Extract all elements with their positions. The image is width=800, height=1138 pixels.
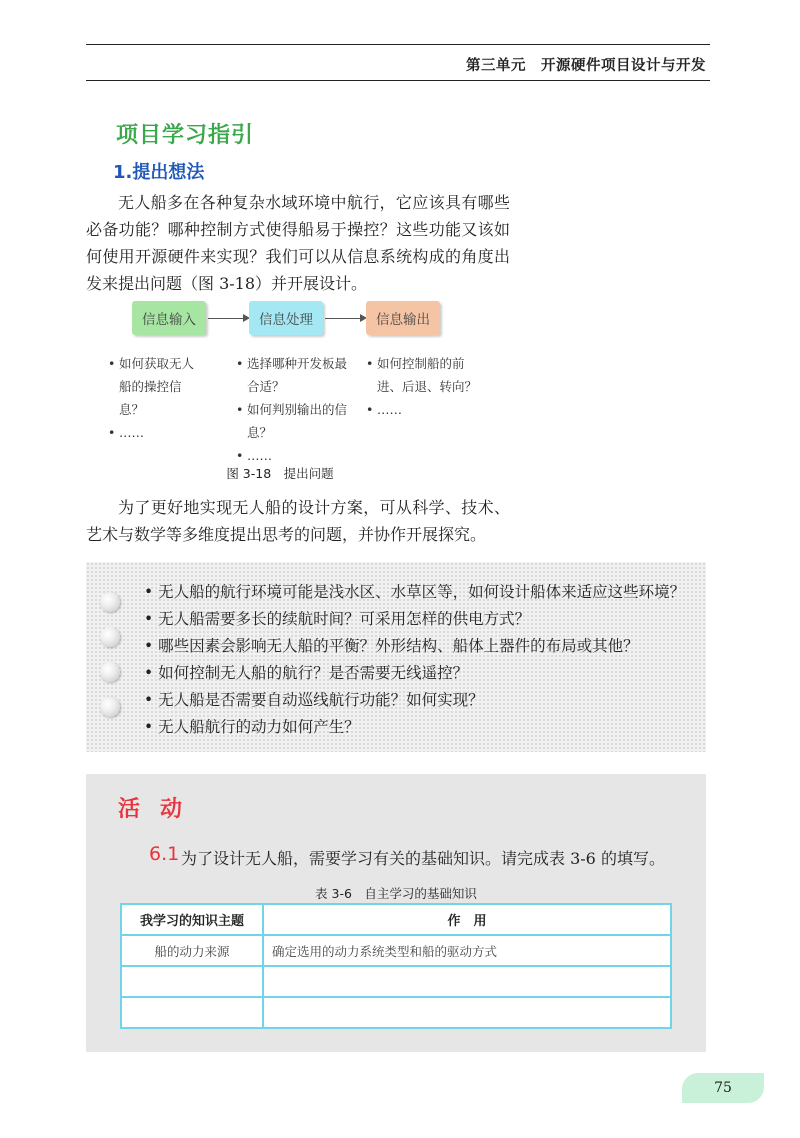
figure-caption: 图 3-18 提出问题 [226, 466, 334, 481]
section-title: 项目学习指引 [116, 123, 255, 148]
flow-bullet: • …… [366, 398, 478, 421]
second-paragraph: 为了更好地实现无人船的设计方案，可从科学、技术、艺术与数学等多维度提出思考的问题，并协作开展探究。 [86, 498, 510, 544]
activity-title: 活动 [118, 797, 203, 822]
table-cell-topic: 船的动力来源 [121, 935, 263, 966]
circle-icon [100, 697, 120, 717]
table-row [121, 966, 671, 997]
circle-icon [100, 627, 120, 647]
table-cell-purpose[interactable] [263, 997, 671, 1028]
flow-bullet: • 如何控制船的前进、后退、转向？ [366, 352, 478, 398]
table-cell-topic[interactable] [121, 966, 263, 997]
task-text: 为了设计无人船，需要学习有关的基础知识。请完成表 3-6 的填写。 [181, 849, 665, 868]
table-caption: 表 3-6 自主学习的基础知识 [315, 886, 477, 901]
knowledge-table [120, 903, 672, 1029]
flow-bullet: • …… [108, 421, 204, 444]
table-cell-purpose: 确定选用的动力系统类型和船的驱动方式 [263, 935, 671, 966]
table-cell-purpose[interactable] [263, 966, 671, 997]
circle-icon [100, 592, 120, 612]
flow-box-output: 信息输出 [366, 301, 440, 335]
unit-header: 第三单元 开源硬件项目设计与开发 [466, 58, 706, 74]
question-item: • 无人船需要多长的续航时间？可采用怎样的供电方式？ [144, 607, 530, 629]
table-header-row [121, 904, 671, 935]
flow-bullet: • 如何判别输出的信息？ [236, 398, 348, 444]
intro-paragraph: 无人船多在各种复杂水域环境中航行，它应该具有哪些必备功能？哪种控制方式使得船易于操控？这些功能又该如何使用开源硬件来实现？我们可以从信息系统构成的角度出发来提出问题（图 3-18）并开展设计。 [86, 193, 510, 293]
flow-bullet: • 如何获取无人船的操控信息？ [108, 352, 204, 421]
flow-box-process: 信息处理 [249, 301, 323, 335]
table-row [121, 997, 671, 1028]
header-rule-bottom [86, 80, 710, 81]
flow-column-input [108, 352, 204, 444]
table-cell-topic[interactable] [121, 997, 263, 1028]
question-item: • 无人船航行的动力如何产生？ [144, 715, 360, 737]
flow-box-input: 信息输入 [132, 301, 206, 335]
question-item: • 无人船是否需要自动巡线航行功能？如何实现？ [144, 688, 484, 710]
flow-column-process [236, 352, 348, 467]
circle-icon [100, 662, 120, 682]
header-rule-top [86, 44, 710, 45]
arrow-right-icon [208, 318, 248, 319]
flow-column-output [366, 352, 478, 421]
question-item: • 如何控制无人船的航行？是否需要无线遥控？ [144, 661, 468, 683]
table-header-purpose: 作 用 [263, 904, 671, 935]
flow-bullet: • 选择哪种开发板最合适？ [236, 352, 348, 398]
question-item: • 哪些因素会影响无人船的平衡？外形结构、船体上器件的布局或其他？ [144, 634, 639, 656]
table-header-topic: 我学习的知识主题 [121, 904, 263, 935]
question-item: • 无人船的航行环境可能是浅水区、水草区等，如何设计船体来适应这些环境？ [144, 580, 685, 602]
subsection-title: 1.提出想法 [113, 162, 205, 183]
flow-bullet: • …… [236, 444, 348, 467]
table-row [121, 935, 671, 966]
arrow-right-icon [325, 318, 365, 319]
task-number: 6.1 [149, 843, 180, 865]
page-number: 75 [682, 1073, 764, 1103]
